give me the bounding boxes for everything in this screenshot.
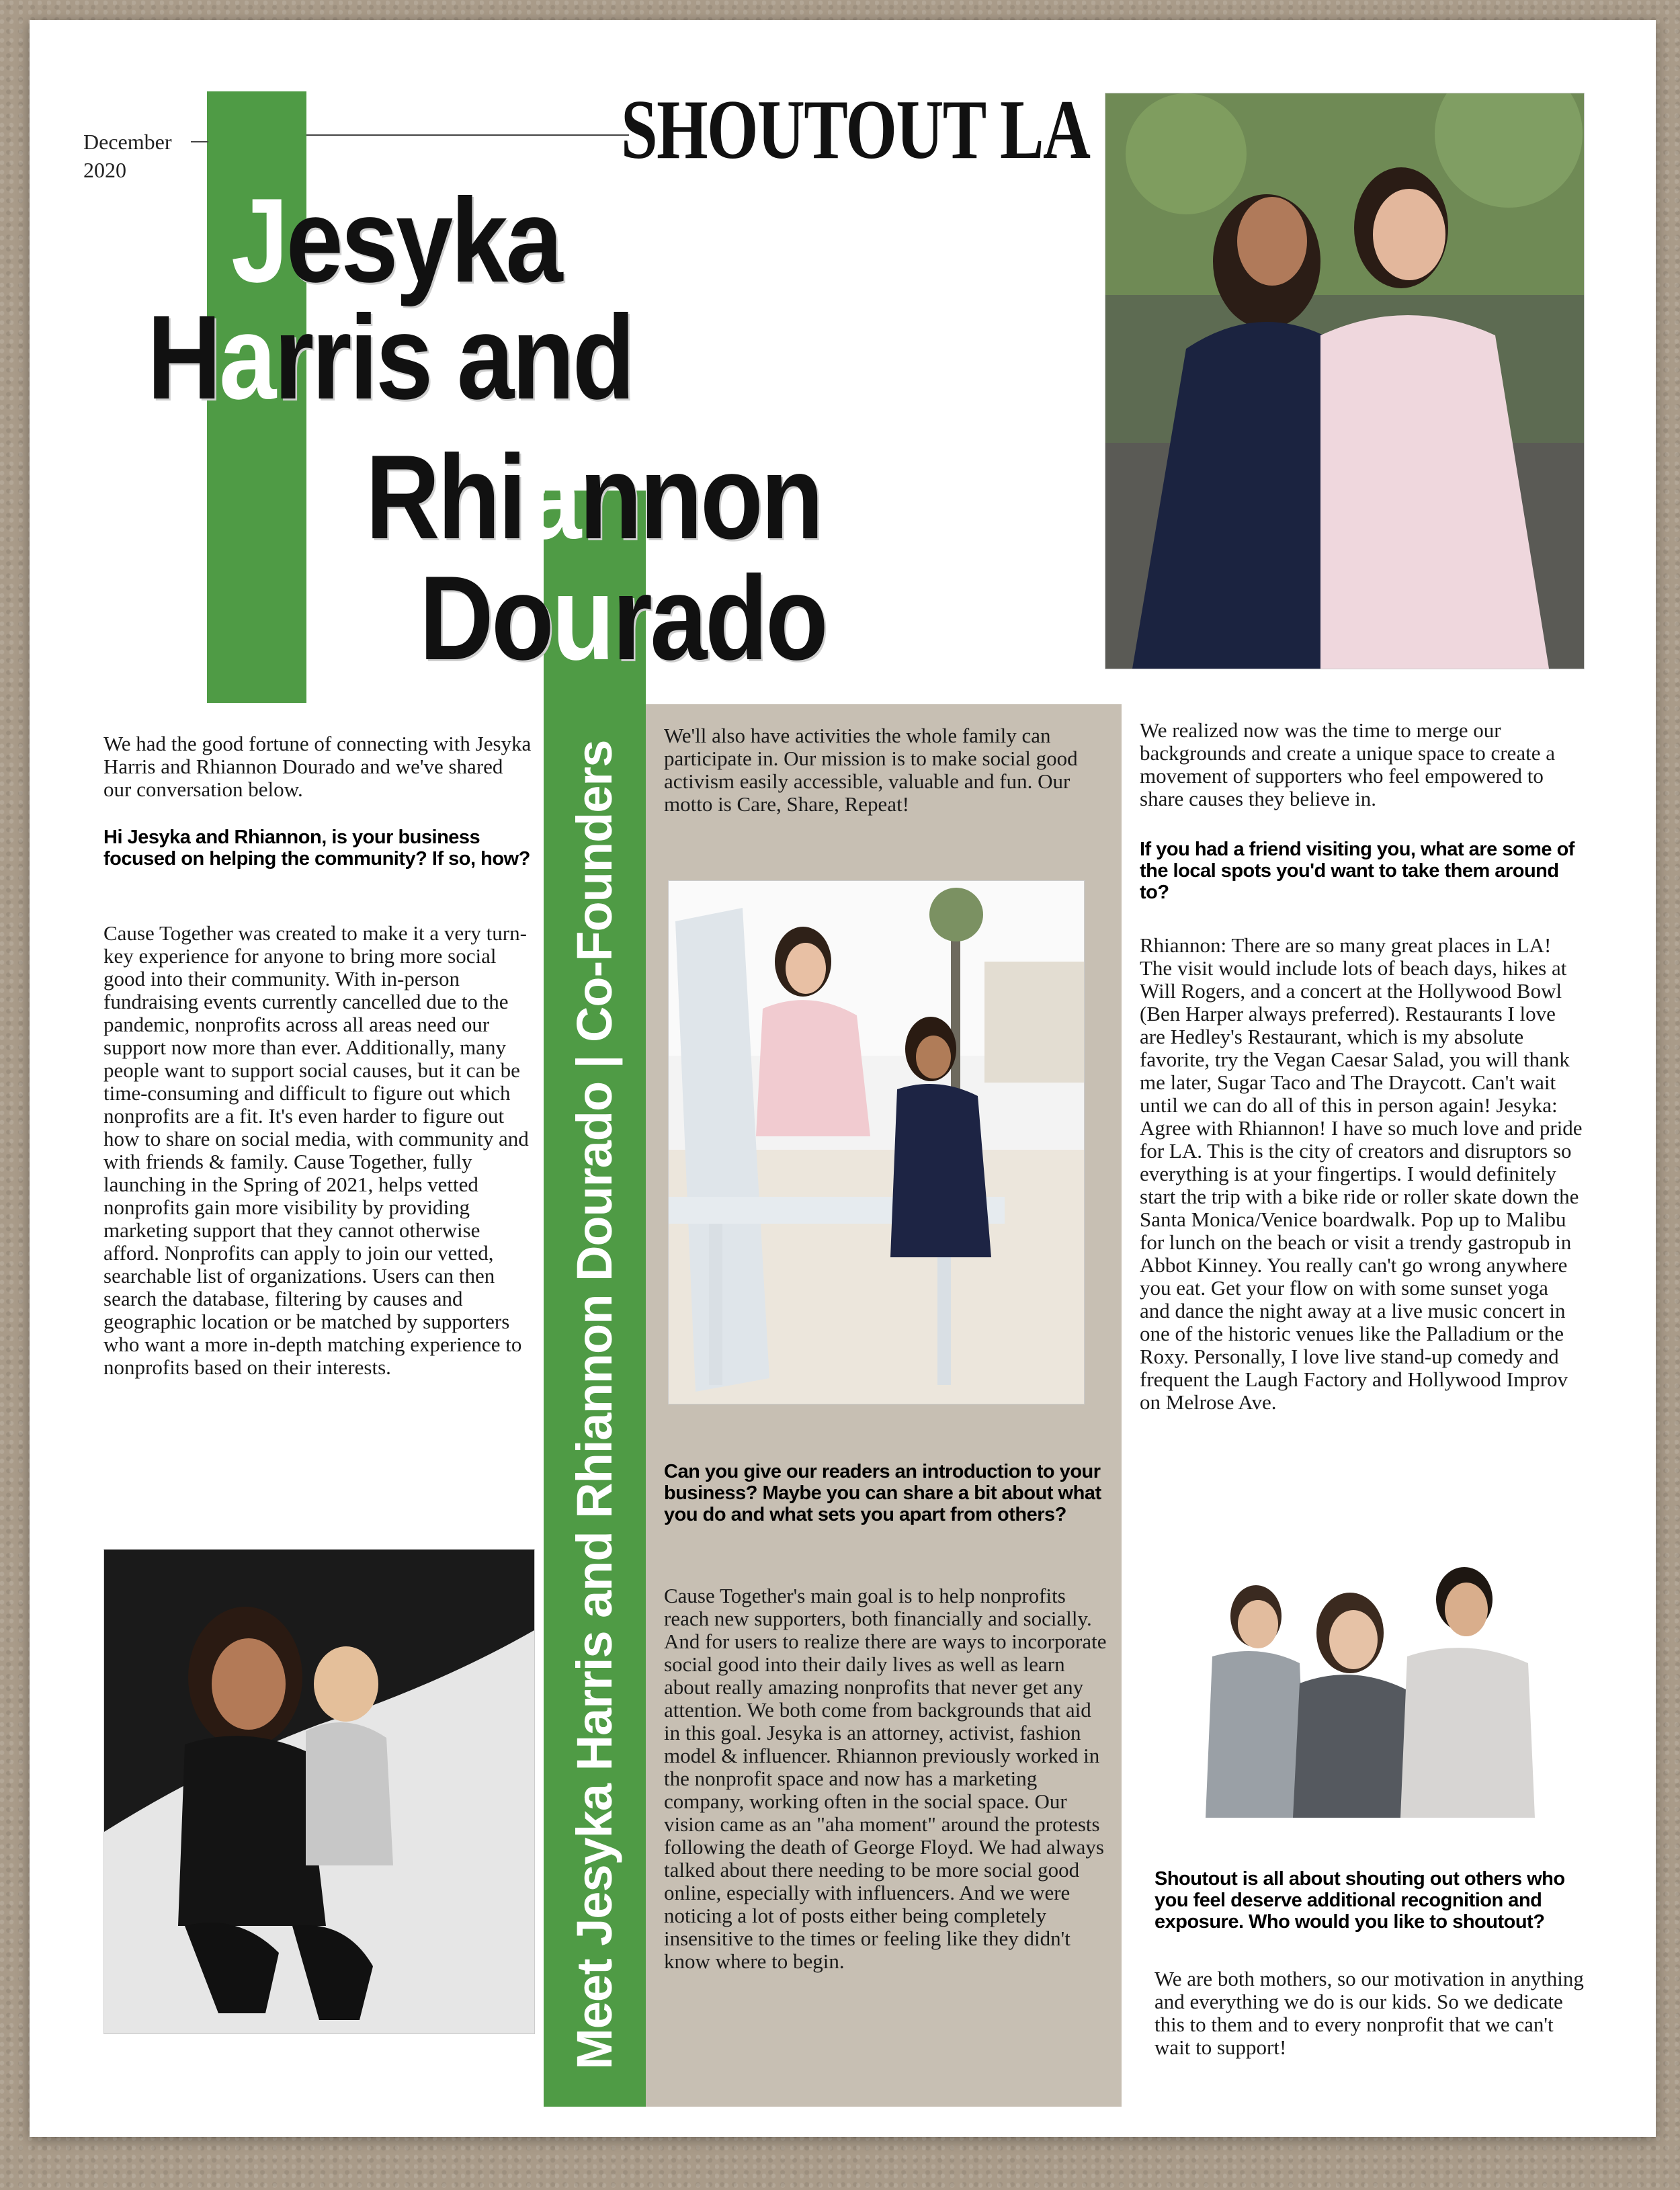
answer-introduction: Cause Together's main goal is to help nonprofits reach new supporters, both financially and socially. And for users to realize there are ways to incorporate social good into their daily lives as well as learn about really amazing nonprofits that never get any attention. We both come from backgrounds that aid in this goal. Jesyka is an attorney, activist, fashion model & influencer. Rhiannon previously worked in the nonprofit space and now has a marketing company, working often in the social space. Our vision came as an "aha moment" around the protests following the death of George Floyd. We had always talked about there needing to be more social good online, especially with influencers. And we were noticing a lot of posts either being completely insensitive to the times or feeling like they didn't know where to begin.: [664, 1584, 1107, 1973]
issue-year: 2020: [83, 158, 126, 182]
title-line-1: [231, 173, 561, 307]
mission-paragraph: We'll also have activities the whole family can participate in. Our mission is to make social good activism easily accessible, valuable and fun. Our motto is Care, Share, Repeat!: [664, 724, 1078, 816]
answer-shoutout: We are both mothers, so our motivation in anything and everything we do is our kids. So we dedicate this to them and to every nonprofit that we can't wait to support!: [1154, 1967, 1584, 2059]
title-letter: a: [219, 290, 274, 424]
title-text: esyka: [286, 173, 561, 307]
question-shoutout: Shoutout is all about shouting out others who you feel deserve additional recognition and exposure. Who would you like to shoutout?: [1154, 1868, 1565, 1933]
title-line-3: [366, 430, 822, 564]
cofounders-photo: [1105, 93, 1585, 669]
title-text: Rhi: [366, 430, 525, 564]
date-rule: [191, 141, 208, 142]
title-letter: J: [231, 173, 286, 307]
family-photo: [1159, 1562, 1575, 1818]
jesyka-with-child-photo: [103, 1549, 535, 2034]
question-community: Hi Jesyka and Rhiannon, is your business focused on helping the community? If so, how?: [103, 827, 530, 870]
beach-lifeguard-photo: [668, 880, 1085, 1404]
magazine-page: [30, 20, 1656, 2137]
intro-paragraph: We had the good fortune of connecting with Jesyka Harris and Rhiannon Dourado and we've shared our conversation below.: [103, 732, 532, 801]
title-text: nnon: [579, 430, 822, 564]
issue-date: [83, 128, 171, 184]
issue-month: December: [83, 130, 172, 154]
title-text: Do: [419, 551, 552, 685]
title-text: rado: [612, 551, 827, 685]
title-line-4: [419, 551, 827, 685]
movement-paragraph: We realized now was the time to merge our backgrounds and create a unique space to create a movement of supporters who feel empowered to share causes they believe in.: [1140, 718, 1555, 810]
question-introduction: Can you give our readers an introduction to your business? Maybe you can share a bit about what you do and what sets you apart from others?: [664, 1461, 1101, 1525]
title-text: H: [147, 290, 220, 424]
title-text: rris and: [274, 290, 633, 424]
answer-local-spots: Rhiannon: There are so many great places in LA! The visit would include lots of beach days, hikes at Will Rogers, and a concert at the Hollywood Bowl (Ben Harper always preferred). Restaurants I love are Hedley's Restaurant, which is my absolute favorite, try the Vegan Caesar Salad, you will thank me later, Sugar Taco and The Draycott. Can't wait until we can do all of this in person again! Jesyka: Agree with Rhiannon! I have so much love and pride for LA. This is the city of creators and disruptors so everything is at your fingertips. I would definitely start the trip with a bike ride or roller skate down the Santa Monica/Venice boardwalk. Pop up to Malibu for lunch on the beach or visit a trendy gastropub in Abbot Kinney. You really can't go wrong anywhere you eat. Get your flow on with some sunset yoga and dance the night away at a live music concert in one of the historic venues like the Palladium or the Roxy. Personally, I love live stand-up comedy and frequent the Laugh Factory and Hollywood Improv on Melrose Ave.: [1140, 933, 1583, 1414]
title-line-2: [147, 290, 633, 424]
question-local-spots: If you had a friend visiting you, what are some of the local spots you'd want to take them around to?: [1140, 839, 1574, 903]
masthead: SHOUTOUT LA: [621, 83, 1090, 177]
answer-community: Cause Together was created to make it a very turn-key experience for anyone to bring more social good into their community. With in-person fundraising events currently cancelled due to the pandemic, nonprofits across all areas need our support now more than ever. Additionally, many people want to support social causes, but it can be time-consuming and difficult to figure out which nonprofits are a fit. It's even harder to figure out how to share on social media, with community and with friends & family. Cause Together, fully launching in the Spring of 2021, helps vetted nonprofits gain more visibility by providing marketing support that they cannot otherwise afford. Nonprofits can apply to join our vetted, searchable list of organizations. Users can then search the database, filtering by causes and geographic location or be matched by supporters who want a more in-depth matching experience to nonprofits based on their interests.: [103, 921, 529, 1379]
masthead-rule: [306, 134, 629, 136]
title-letter: u: [552, 551, 613, 685]
cofounders-banner: Meet Jesyka Harris and Rhiannon Dourado | Co-Founders: [566, 740, 622, 2070]
title-letter: a: [524, 430, 579, 564]
